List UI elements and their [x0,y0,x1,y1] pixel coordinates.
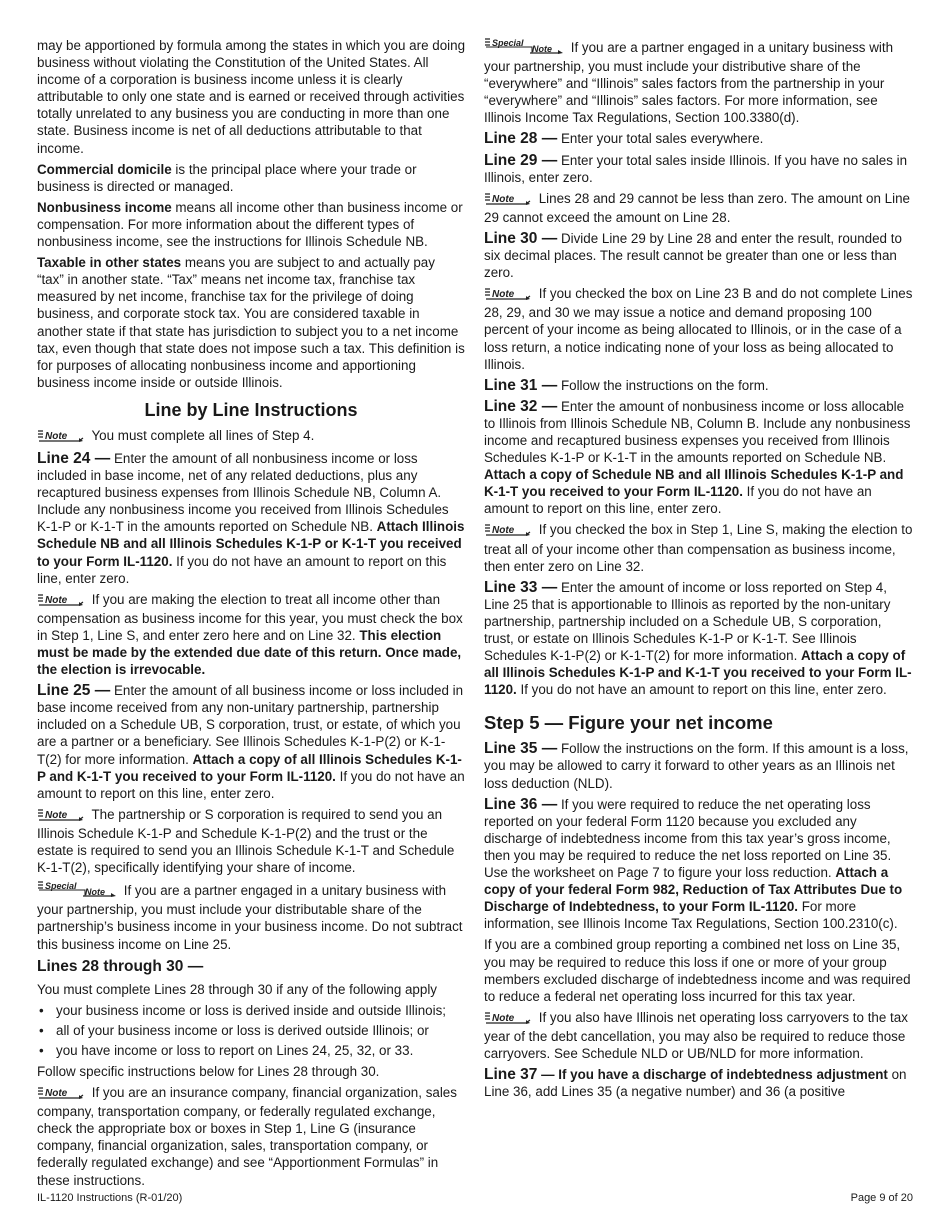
nonbusiness-income-definition: Nonbusiness income means all income other than business income or compensation. For more information about the different types of nonbusiness income, see the instructions for Illinois Schedule NB. [37,199,463,250]
svg-text:Note: Note [45,594,68,606]
footer-form-id: IL-1120 Instructions (R-01/20) [37,1192,183,1204]
step5-title: Step 5 — Figure your net income [484,712,773,734]
right-column [484,37,914,1104]
note-icon [484,192,532,209]
note-icon [37,1086,85,1103]
combined-group-paragraph: If you are a combined group reporting a combined net loss on Line 35, you may be required to reduce this loss if one or more of your group members excluded discharge of indebtedness income and was required to reduce a federal net operating loss incurred for this tax year. [484,937,911,1004]
line-37: Line 37 — If you have a discharge of indebtedness adjustment on Line 36, add Lines 35 (a negative number) and 36 (a positive [484,1066,907,1100]
special-note-sales: Special Note If you are a partner engaged in a unitary business with your partnership, you must include your distributive share of the “everywhere” and “Illinois” sales factors from the partnership in your “everywhere” and “Illinois” sales factors. For more information, see Illinois Income Tax Regulations, Section 100.3380(d). [484,38,894,126]
svg-text:Special: Special [492,38,524,48]
svg-text:Note: Note [45,809,68,821]
intro-paragraph: may be apportioned by formula among the states in which you are doing business without violating the Constitution of the United States. All income of a corporation is business income unless it is clearly attributable to only one state and is earned or received through activities totally unrelated to any business you are conducting in more than one state. Business income is net of all deductions attributable to that income. [37,38,466,156]
note-nol-carryovers: Note If you also have Illinois net operating loss carryovers to the tax year of the debt cancellation, you may also be required to reduce those carryovers. See Schedule NLD or UB/NLD for more information. [484,1009,908,1061]
line-29: Line 29 — Enter your total sales inside Illinois. If you have no sales in Illinois, enter zero. [484,151,908,185]
svg-text:Note: Note [492,193,515,205]
svg-text:Note: Note [492,525,515,537]
svg-text:Note: Note [45,430,68,442]
svg-text:Note: Note [85,887,105,898]
conditions-list [37,1002,465,1059]
list-item: • all of your business income or loss is derived outside Illinois; or [39,1022,429,1038]
svg-text:Note: Note [492,289,515,301]
note-line-23b: Note If you checked the box on Line 23 B and do not complete Lines 28, 29, and 30 we may issue a notice and demand proposing 100 percent of your income as being allocated to Illinois, or in the case of a loss return, a notice indicating none of your loss as being allocated to Illinois. [484,286,913,372]
line-24: Line 24 — Enter the amount of all nonbusiness income or loss included in base income, net of any related deductions, plus any recaptured business expenses from Illinois Schedule NB, Column A. Include any nonbusiness income you received from Illinois Schedules K-1-P or K-1-T in the amounts reported on Schedule NB. Attach Illinois Schedule NB and all Illinois Schedules K-1-P or K-1-T you received to your Form IL-1120. If you do not have an amount to report on this line, enter zero. [37,449,465,586]
list-item: • you have income or loss to report on Lines 24, 25, 32, or 33. [39,1042,414,1058]
section-title: Line by Line Instructions [144,399,358,420]
line-32: Line 32 — Enter the amount of nonbusiness income or loss allocable to Illinois from Illinois Schedule NB, Column B. Include any nonbusiness income and recaptured business expenses you received from Illinois Schedules K-1-P or K-1-T in the amounts reported on Schedule NB. Attach a copy of Schedule NB and all Illinois Schedules K-1-P and K-1-T you received to your Form IL-1120. If you do not have an amount to report on this line, enter zero. [484,397,911,517]
left-column [37,37,465,1193]
note-icon [37,593,85,610]
svg-text:Note: Note [45,1088,68,1100]
note-partnership: Note The partnership or S corporation is required to send you an Illinois Schedule K-1-P and Schedule K-1-P(2) and the trust or the estate is required to send you an Illinois Schedule K-1-T and Schedule K-1-T(2), specifically identifying your share of income. [37,806,455,876]
note-step1-line-s: Note If you checked the box in Step 1, Line S, making the election to treat all of your income other than compensation as business income, then enter zero on Line 32. [484,522,913,574]
footer-page-number: Page 9 of 20 [850,1192,913,1204]
follow-instructions: Follow specific instructions below for Lines 28 through 30. [37,1063,380,1079]
note-icon [37,808,85,825]
line-31: Line 31 — Follow the instructions on the form. [484,376,769,394]
note-insurance: Note If you are an insurance company, financial organization, sales company, transportation company, or federally regulated exchange, check the appropriate box or boxes in Step 1, Line G (insurance company, financial organization, sales, transportation company, or federally regulated exchange) and see “Apportionment Formulas” in these instructions. [37,1085,457,1188]
note-lines-28-29: Note Lines 28 and 29 cannot be less than zero. The amount on Line 29 cannot exceed the amount on Line 28. [484,190,910,225]
svg-text:Note: Note [532,44,552,54]
svg-text:Note: Note [492,1012,515,1024]
list-item: • your business income or loss is derived inside and outside Illinois; [39,1002,447,1018]
line-28: Line 28 — Enter your total sales everywhere. [484,130,764,148]
line-36: Line 36 — If you were required to reduce the net operating loss reported on your federal Form 1120 because you excluded any discharge of indebtedness income from this tax year’s gross income, then you may be required to reduce the net loss reported on Line 35. Use the worksheet on Page 7 to figure your loss reduction. Attach a copy of your federal Form 982, Reduction of Tax Attributes Due to Discharge of Indebtedness, to your Form IL-1120. For more information, see Illinois Income Tax Regulations, Section 100.2310(c). [484,795,903,932]
line-35: Line 35 — Follow the instructions on the form. If this amount is a loss, you may be allowed to carry it forward to other years as an Illinois net loss deduction (NLD). [484,740,909,791]
note-icon [484,523,532,540]
taxable-other-states-definition: Taxable in other states means you are subject to and actually pay “tax” in another state. “Tax” means net income tax, franchise tax measured by net income, franchise tax for the privilege of doing business, and corporate stock tax. You are considered taxable in another state if that state has jurisdiction to subject you to a net income tax, even though that state does not impose such a tax. This definition is for purposes of allocating nonbusiness income and apportioning business income inside or outside Illinois. [37,255,465,390]
note-election: Note If you are making the election to treat all income other than compensation as business income for this year, you must check the box in Step 1, Line S, and enter zero here and on Line 32. This election must be made by the extended due date of this return. Once made, the election is irrevocable. [37,591,463,678]
line-30: Line 30 — Divide Line 29 by Line 28 and enter the result, rounded to six decimal places. The result cannot be greater than one or less than zero. [484,229,902,281]
note-icon [484,287,532,304]
note-step4: Note You must complete all lines of Step 4. [37,427,465,446]
note-icon [484,1011,532,1028]
special-note-unitary: Special Note If you are a partner engaged in a unitary business with your partnership, you must include your distributable share of the partnership’s business income in your business income. Do not subtract this business income on Line 25. [37,881,463,952]
lines-28-30-intro: You must complete Lines 28 through 30 if any of the following apply [37,981,437,997]
special-note-icon [484,37,564,58]
lines-28-30-heading: Lines 28 through 30 — [37,957,204,975]
line-33: Line 33 — Enter the amount of income or loss reported on Step 4, Line 25 that is apportionable to Illinois as reported by the non-unitary partnership, partnership included on a Schedule UB, S corporation, trust, or estate on Illinois Schedules K-1-P or K-1-T. See Illinois Schedules K-1-P(2) or K-1-T(2) for more information. Attach a copy of all Illinois Schedules K-1-P and K-1-T you received to your Form IL-1120. If you do not have an amount to report on this line, enter zero. [484,578,912,698]
commercial-domicile-definition: Commercial domicile is the principal place where your trade or business is directed or managed. [37,161,417,194]
special-note-icon [37,880,117,901]
line-25: Line 25 — Enter the amount of all business income or loss included in base income received from any non-unitary partnership, partnership included on a Schedule UB, S corporation, trust, or estate, of which you are a partner or a beneficiary. See Illinois Schedules K-1-P(2) or K-1-T(2) for more information. Attach a copy of all Illinois Schedules K-1-P and K-1-T you received to your Form IL-1120. If you do not have an amount to report on this line, enter zero. [37,682,465,801]
note-icon [37,429,85,446]
svg-text:Special: Special [45,881,77,892]
